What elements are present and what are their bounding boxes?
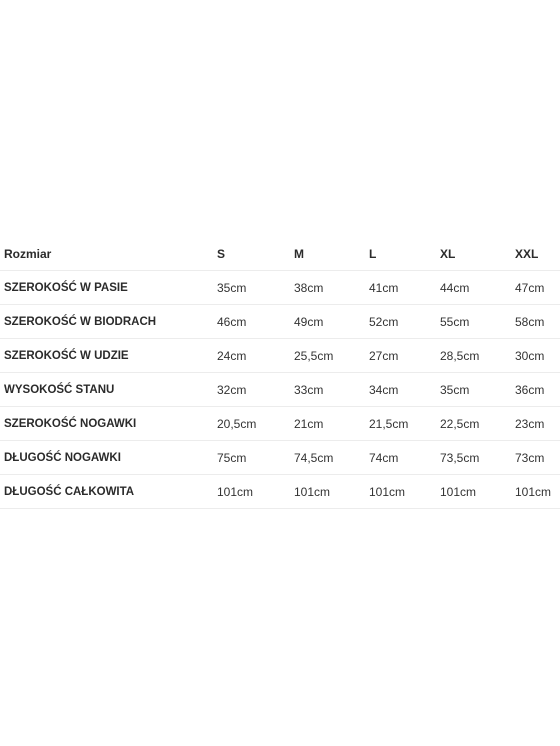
table-cell: 35cm [440, 382, 470, 397]
table-cell: 34cm [369, 382, 399, 397]
table-cell: 41cm [369, 280, 399, 295]
table-row-waist-width [0, 271, 560, 305]
table-cell: 101cm [369, 484, 406, 499]
size-chart-table [0, 237, 560, 509]
table-cell: 58cm [515, 314, 545, 329]
table-cell: 36cm [515, 382, 545, 397]
row-label: SZEROKOŚĆ W PASIE [4, 281, 128, 294]
row-label: SZEROKOŚĆ NOGAWKI [4, 417, 137, 430]
header-size-xxl: XXL [515, 246, 539, 261]
table-cell: 47cm [515, 280, 545, 295]
table-cell: 35cm [217, 280, 247, 295]
table-cell: 101cm [217, 484, 254, 499]
header-size-s: S [217, 246, 226, 261]
table-cell: 74cm [369, 450, 399, 465]
table-cell: 52cm [369, 314, 399, 329]
table-cell: 101cm [294, 484, 331, 499]
table-cell: 73cm [515, 450, 545, 465]
table-cell: 101cm [440, 484, 477, 499]
table-cell: 28,5cm [440, 348, 480, 363]
table-cell: 49cm [294, 314, 324, 329]
table-cell: 25,5cm [294, 348, 334, 363]
table-cell: 24cm [217, 348, 247, 363]
table-row-inseam-length [0, 441, 560, 475]
table-cell: 30cm [515, 348, 545, 363]
table-cell: 38cm [294, 280, 324, 295]
row-label: SZEROKOŚĆ W BIODRACH [4, 315, 157, 328]
table-cell: 27cm [369, 348, 399, 363]
table-cell: 23cm [515, 416, 545, 431]
table-cell: 73,5cm [440, 450, 480, 465]
table-row-thigh-width [0, 339, 560, 373]
table-row-total-length [0, 475, 560, 509]
table-cell: 55cm [440, 314, 470, 329]
header-size-l: L [369, 246, 377, 261]
header-size-m: M [294, 246, 304, 261]
table-cell: 22,5cm [440, 416, 480, 431]
header-size-label: Rozmiar [4, 246, 52, 261]
table-cell: 21,5cm [369, 416, 409, 431]
header-size-xl: XL [440, 246, 456, 261]
table-header-row [0, 237, 560, 271]
table-cell: 101cm [515, 484, 552, 499]
table-cell: 32cm [217, 382, 247, 397]
table-cell: 46cm [217, 314, 247, 329]
row-label: WYSOKOŚĆ STANU [4, 383, 115, 396]
table-cell: 20,5cm [217, 416, 257, 431]
row-label: SZEROKOŚĆ W UDZIE [4, 349, 129, 362]
table-cell: 74,5cm [294, 450, 334, 465]
table-cell: 44cm [440, 280, 470, 295]
table-row-leg-opening [0, 407, 560, 441]
table-cell: 75cm [217, 450, 247, 465]
table-row-hip-width [0, 305, 560, 339]
row-label: DŁUGOŚĆ CAŁKOWITA [4, 485, 135, 498]
table-cell: 33cm [294, 382, 324, 397]
table-row-rise-height [0, 373, 560, 407]
row-label: DŁUGOŚĆ NOGAWKI [4, 451, 121, 464]
table-cell: 21cm [294, 416, 324, 431]
